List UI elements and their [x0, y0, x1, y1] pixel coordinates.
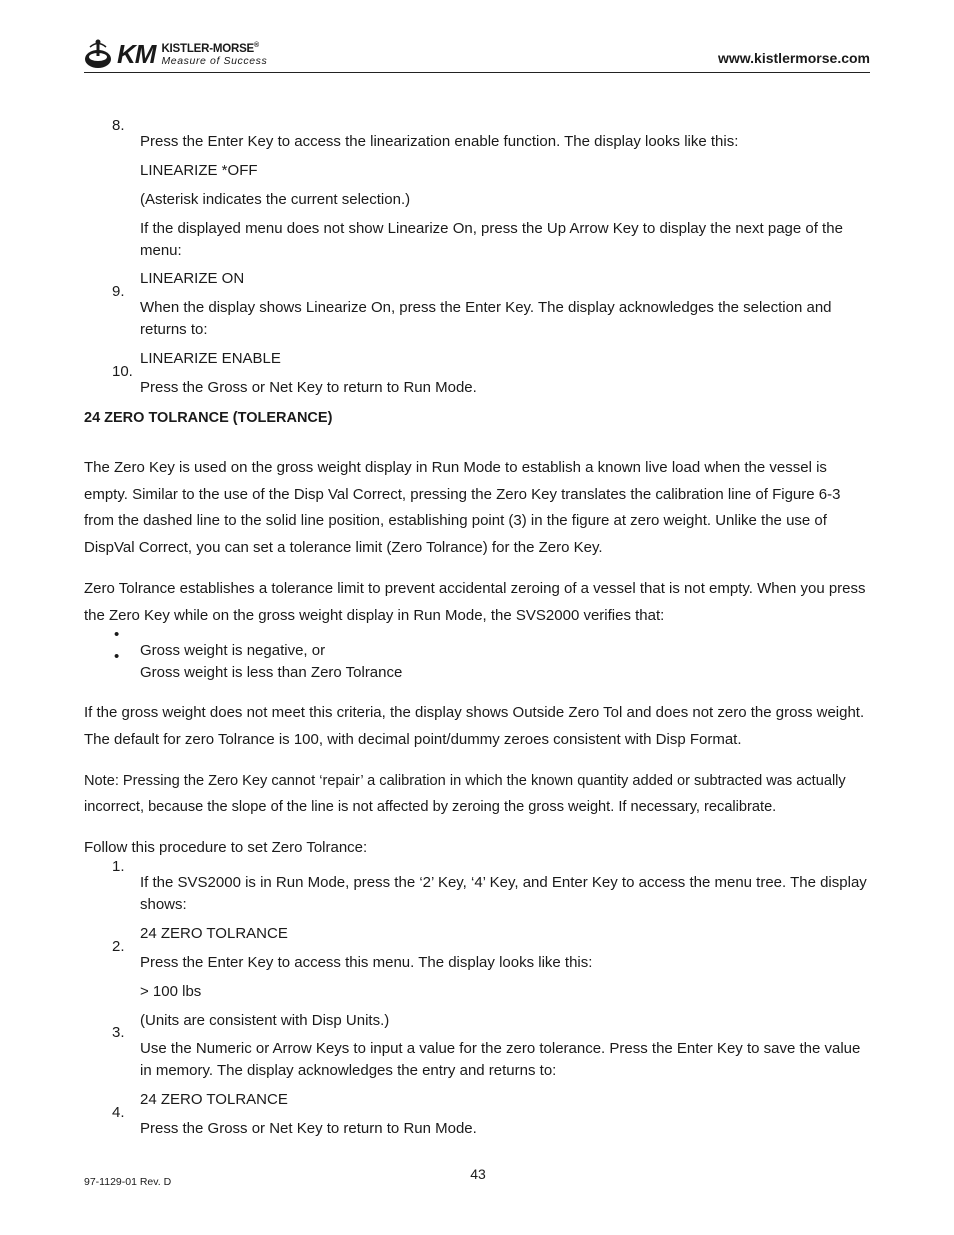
display-readout: > 100 lbs	[140, 983, 202, 1000]
list-item-number: 9.	[112, 283, 125, 300]
body-paragraph: If the gross weight does not meet this criteria, the display shows Outside Zero Tol and does not zero the gross weight. The default for zero Tolrance is 100, with decimal point/dummy zeroes consistent with Disp Format.	[84, 704, 865, 748]
bullet-item: Gross weight is negative, or	[140, 642, 326, 659]
display-readout: LINEARIZE *OFF	[140, 162, 258, 179]
bullet-item: Gross weight is less than Zero Tolrance	[140, 664, 403, 681]
procedure-intro: Follow this procedure to set Zero Tolrance:	[84, 839, 368, 856]
website-url: www.kistlermorse.com	[718, 50, 870, 66]
list-item-note: (Asterisk indicates the current selection.)	[140, 191, 411, 208]
list-item-number: 8.	[112, 117, 125, 134]
list-item-number: 4.	[112, 1104, 125, 1121]
display-readout: LINEARIZE ON	[140, 270, 245, 287]
page-header	[84, 36, 870, 73]
list-item-text: When the display shows Linearize On, press the Enter Key. The display acknowledges the selection and returns to:	[140, 299, 832, 338]
list-item-number: 10.	[112, 363, 133, 380]
list-item-text: Use the Numeric or Arrow Keys to input a value for the zero tolerance. Press the Enter Key to save the value in memory. The display acknowledges the entry and returns to:	[140, 1040, 861, 1079]
list-item-note: (Units are consistent with Disp Units.)	[140, 1012, 390, 1029]
body-paragraph: Zero Tolrance establishes a tolerance limit to prevent accidental zeroing of a vessel that is not empty. When you press the Zero Key while on the gross weight display in Run Mode, the SVS2000 verifies that:	[84, 580, 866, 624]
kistler-morse-logo	[84, 38, 267, 70]
list-item-number: 2.	[112, 938, 125, 955]
document-number: 97-1129-01 Rev. D	[84, 1176, 172, 1188]
logo-km-text: KM	[117, 39, 156, 69]
list-item-text: Press the Gross or Net Key to return to Run Mode.	[140, 379, 477, 396]
list-item-number: 1.	[112, 858, 125, 875]
logo-brand-name: KISTLER-MORSE	[161, 42, 255, 55]
logo-emblem-icon	[84, 38, 114, 70]
page-number: 43	[470, 1166, 486, 1182]
body-paragraph: The Zero Key is used on the gross weight display in Run Mode to establish a known live load when the vessel is empty. Similar to the use of the Disp Val Correct, pressing the Zero Key translates the calibration line of Figure 6-3 from the dashed line to the solid line position, establishing point (3) in the figure at zero weight. Unlike the use of DispVal Correct, you can set a tolerance limit (Zero Tolrance) for the Zero Key.	[84, 459, 841, 556]
display-readout: 24 ZERO TOLRANCE	[140, 1091, 288, 1108]
logo-tagline: Measure of Success	[161, 54, 268, 67]
bullet-icon: •	[114, 626, 120, 643]
display-readout: 24 ZERO TOLRANCE	[140, 925, 288, 942]
list-item-text: Press the Enter Key to access this menu. The display looks like this:	[140, 954, 593, 971]
registered-mark: ®	[254, 41, 260, 49]
list-item-text: Press the Enter Key to access the linearization enable function. The display looks like this:	[140, 133, 739, 150]
section-heading: 24 ZERO TOLRANCE (TOLERANCE)	[84, 410, 333, 426]
display-readout: LINEARIZE ENABLE	[140, 350, 281, 367]
list-item-text: Press the Gross or Net Key to return to Run Mode.	[140, 1120, 477, 1137]
list-item-number: 3.	[112, 1024, 125, 1041]
list-item-text: If the SVS2000 is in Run Mode, press the ‘2’ Key, ‘4’ Key, and Enter Key to access the menu tree. The display shows:	[140, 874, 867, 913]
bullet-icon: •	[114, 648, 120, 665]
note-paragraph: Note: Pressing the Zero Key cannot ‘repair’ a calibration in which the known quantity added or subtracted was actually incorrect, because the slope of the line is not affected by zeroing the gross weight. If necessary, recalibrate.	[84, 772, 846, 816]
list-item-text: If the displayed menu does not show Linearize On, press the Up Arrow Key to display the next page of the menu:	[140, 220, 843, 259]
